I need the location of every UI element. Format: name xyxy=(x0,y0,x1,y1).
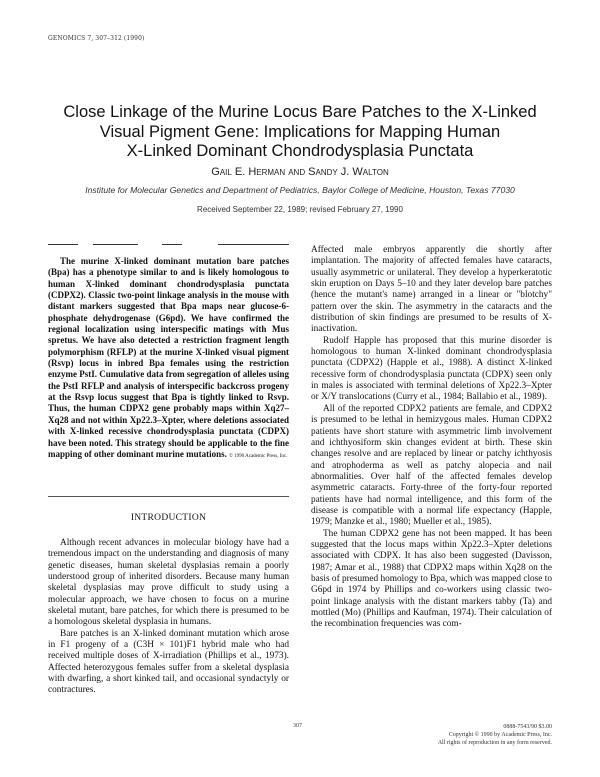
authors xyxy=(0,166,600,178)
paper-title xyxy=(40,103,560,162)
title-line: Close Linkage of the Murine Locus Bare Patches to the X-Linked xyxy=(63,103,537,121)
copyright-footer xyxy=(438,723,552,747)
issn: 0888-7543/90 $3.00 xyxy=(503,724,552,730)
paragraph: All of the reported CDPX2 patients are female, and CDPX2 is presumed to be lethal in hemizygous males. Human CDPX2 patients have short stature with asymmetric limb involvement and ichthyosiform skin changes evident at birth. These skin changes resolve and are replaced by linear or patchy ichthyosis and atrophoderma as well as patchy alopecia and nail abnormalities. Over half of the affected females develop asymmetric cataracts. Forty-three of the forty-four reported patients have had normal intelligence, and this form of the disease is compatible with a normal life expectancy (Happle, 1979; Manzke et al., 1980; Mueller et al., 1985). xyxy=(311,403,552,528)
rights-line: All rights of reproduction in any form reserved. xyxy=(437,740,552,746)
right-column-body xyxy=(311,245,552,631)
abstract xyxy=(48,256,289,462)
journal-reference: GENOMICS 7, 307–312 (1990) xyxy=(48,35,145,42)
paragraph: Bare patches is an X-linked dominant mutation which arose in F1 progeny of a (C3H × 101)F1 hybrid male who had received multiple doses of X-irradiation (Phillips et al., 1973). Affected heterozygous females suffer from a skeletal dysplasia with dwarfing, a short kinked tail, and occasional syndactyly or contractures. xyxy=(48,628,289,696)
page-number: 307 xyxy=(293,723,302,729)
abstract-copyright: © 1990 Academic Press, Inc. xyxy=(229,453,288,459)
received-date: Received September 22, 1989; revised February 27, 1990 xyxy=(197,205,403,214)
rule-segment xyxy=(162,244,182,245)
section-divider xyxy=(48,496,289,497)
paragraph: Although recent advances in molecular biology have had a tremendous impact on the understanding and diagnosis of many genetic diseases, human skeletal dysplasias remain a poorly understood group of inherited disorders. Because many human skeletal dysplasias may prove difficult to study using a molecular approach, we have chosen to focus on a murine skeletal mutant, bare patches, for which there is presumed to be a homologous skeletal dysplasia in humans. xyxy=(48,538,289,628)
title-line: Visual Pigment Gene: Implications for Mapping Human xyxy=(99,122,501,141)
paragraph: Rudolf Happle has proposed that this murine disorder is homologous to human X-linked dominant chondrodysplasia punctata (CDPX2) (Happle et al., 1988). A distinct X-linked recessive form of chondrodysplasia punctata (CDPX) seen only in males is associated with terminal deletions of Xp22.3–Xpter or X/Y translocations (Curry et al., 1984; Ballabio et al., 1989). xyxy=(311,335,552,403)
copyright-line: Copyright © 1990 by Academic Press, Inc. xyxy=(448,732,552,738)
rule-segment xyxy=(48,244,78,245)
abstract-text: The murine X-linked dominant mutation bare patches (Bpa) has a phenotype similar to and is likely homologous to human X-linked dominant chondrodysplasia punctata (CDPX2). Classic two-point linkage analysis in the mouse with distant markers suggested that Bpa maps near glucose-6-phosphate dehydrogenase (G6pd). We have confirmed the regional localization using interspecific matings with Mus spretus. We have also detected a restriction fragment length polymorphism (RFLP) at the murine X-linked visual pigment (Rsvp) locus in inbred Bpa females using the restriction enzyme PstI. Cumulative data from segregation of alleles using the PstI RFLP and analysis of interspecific backcross progeny at the Rsvp locus suggest that Bpa is tightly linked to Rsvp. Thus, the human CDPX2 gene probably maps within Xq27–Xq28 and not within Xp22.3–Xpter, where deletions associated with X-linked recessive chondrodysplasia punctata (CDPX) have been noted. This strategy should be applicable to the fine mapping of other dominant murine mutations. © 1990 Academic Press, Inc. xyxy=(48,256,289,459)
abstract-top-rules xyxy=(48,244,289,246)
author-names: Gail E. Herman and Sandy J. Walton xyxy=(211,166,389,178)
section-heading-introduction: INTRODUCTION xyxy=(130,513,207,523)
rule-segment xyxy=(218,244,289,245)
rule-segment xyxy=(93,244,138,245)
title-line: X-Linked Dominant Chondrodysplasia Punctata xyxy=(126,142,474,160)
affiliation: Institute for Molecular Genetics and Department of Pediatrics, Baylor College of Medicine, Houston, Texas 77030 xyxy=(85,185,515,195)
paragraph: The human CDPX2 gene has not been mapped. It has been suggested that the locus maps within Xp22.3–Xpter deletions associated with CDPX. It has also been suggested (Davisson, 1987; Amar et al., 1988) that CDPX2 maps within Xq28 on the basis of presumed homology to Bpa, which was mapped close to G6pd in 1974 by Phillips and co-workers using classic two-point linkage analysis with the distant markers tabby (Ta) and mottled (Mo) (Phillips and Kaufman, 1974). Their calculation of the recombination frequencies was com- xyxy=(311,528,552,630)
introduction-body xyxy=(48,538,289,697)
paragraph: Affected male embryos apparently die shortly after implantation. The majority of affected females have cataracts, usually asymmetric or unilateral. They develop a hyperkeratotic skin eruption on Days 5–10 and they later develop bare patches (hence the mutant's name) arranged in a linear or "blotchy" pattern over the skin. The asymmetry in the cataracts and the distribution of skin findings are presumed to be results of X-inactivation. xyxy=(311,245,552,335)
